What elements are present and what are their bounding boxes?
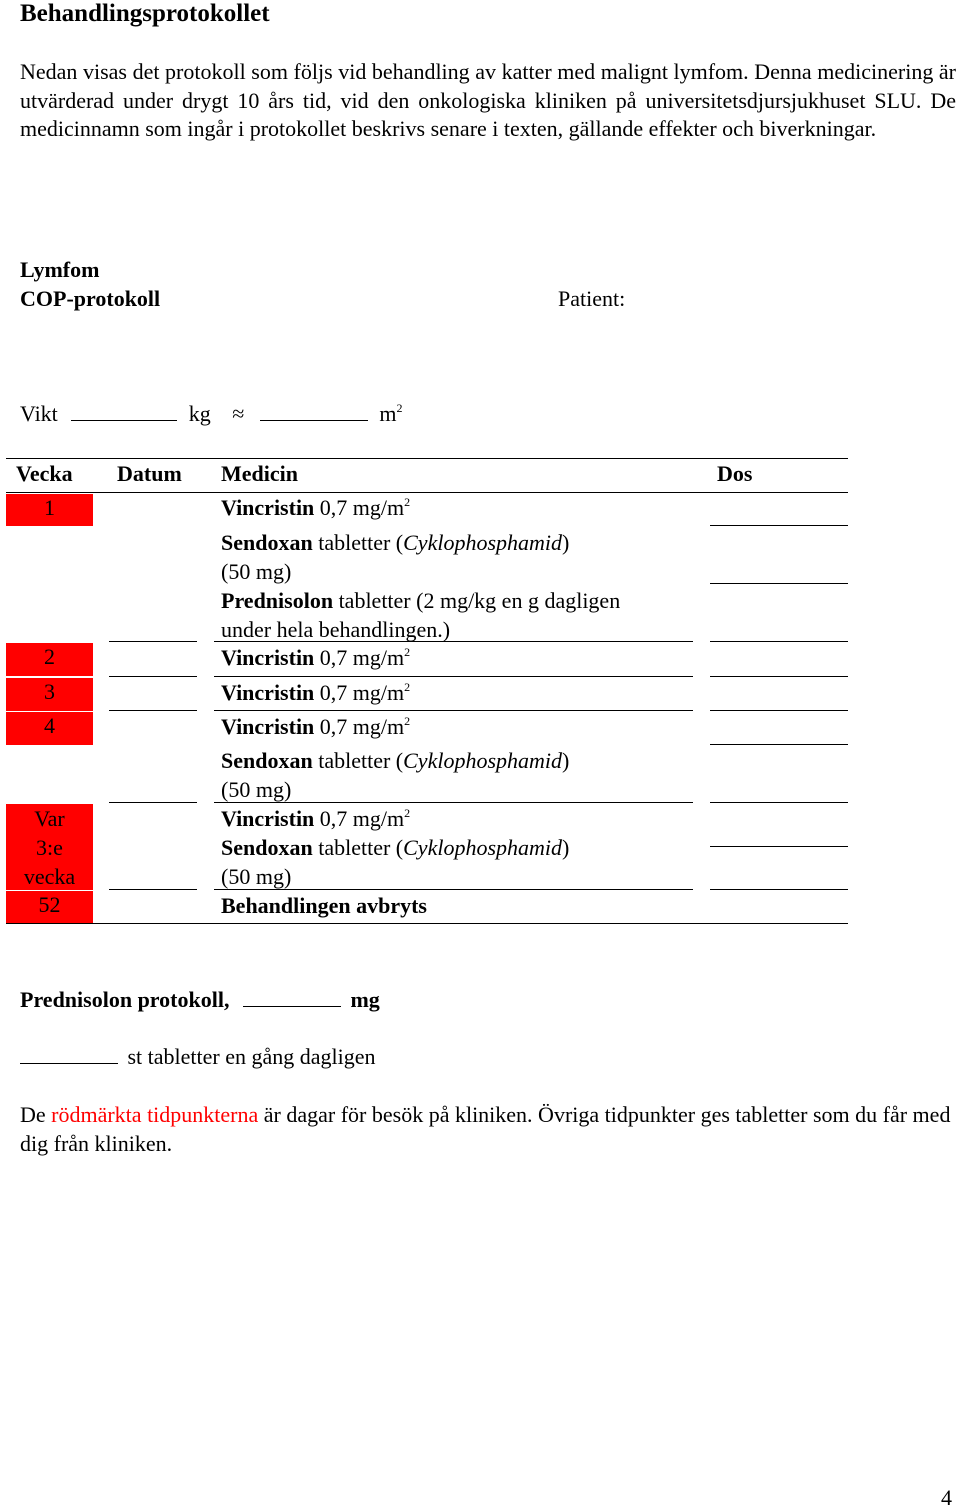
- date-blank[interactable]: [109, 641, 197, 642]
- header-dos: Dos: [717, 461, 753, 486]
- medicine-prednisolon-cont: under hela behandlingen.): [221, 617, 451, 642]
- row-rule: [214, 676, 693, 677]
- table-header-rule: [6, 492, 848, 493]
- dose-blank[interactable]: [710, 846, 848, 847]
- weight-blank[interactable]: [71, 420, 177, 421]
- date-blank[interactable]: [109, 802, 197, 803]
- prednisolon-protocol-line: Prednisolon protokoll, mg: [20, 987, 380, 1012]
- dose-blank[interactable]: [710, 525, 848, 526]
- row-rule: [214, 641, 693, 642]
- treatment-end: Behandlingen avbryts: [221, 893, 427, 918]
- row-rule: [214, 710, 693, 711]
- medicine-vincristin: Vincristin 0,7 $mg/m^2$: [221, 714, 411, 739]
- approx-icon: ≈: [232, 401, 245, 426]
- week-number: 52: [38, 892, 61, 917]
- m2-label: $m^2$: [379, 401, 403, 426]
- page-number: 4: [941, 1485, 952, 1510]
- week-number: 2: [44, 644, 55, 669]
- dose-blank[interactable]: [710, 710, 848, 711]
- row-rule: [214, 802, 693, 803]
- medicine-vincristin: Vincristin 0,7 $mg/m^2$: [221, 495, 411, 520]
- area-blank[interactable]: [260, 420, 368, 421]
- medicine-sendoxan: Sendoxan tabletter (Cyklophosphamid): [221, 530, 570, 555]
- date-blank[interactable]: [109, 676, 197, 677]
- header-medicin: Medicin: [221, 461, 298, 486]
- dose-blank[interactable]: [710, 583, 848, 584]
- red-marked-text: rödmärkta tidpunkterna: [51, 1102, 259, 1127]
- dose-blank[interactable]: [710, 802, 848, 803]
- medicine-sendoxan: Sendoxan tabletter (Cyklophosphamid): [221, 835, 570, 860]
- week-number: 4: [44, 713, 55, 738]
- dose-blank[interactable]: [710, 676, 848, 677]
- dose-blank[interactable]: [710, 889, 848, 890]
- header-datum: Datum: [117, 461, 182, 486]
- tablets-blank[interactable]: [20, 1063, 118, 1064]
- medicine-vincristin: Vincristin 0,7 $mg/m^2$: [221, 680, 411, 705]
- footer-note: De rödmärkta tidpunkterna är dagar för besök på kliniken. Övriga tidpunkter ges tabletter som du får med dig från kliniken.: [20, 1102, 951, 1156]
- medicine-vincristin: Vincristin 0,7 $mg/m^2$: [221, 645, 411, 670]
- weight-line: [20, 401, 403, 427]
- intro-paragraph: Nedan visas det protokoll som följs vid behandling av katter med malignt lymfom. Denna medicinering är utvärderad under drygt 10 års tid, vid den onkologiska kliniken på universitetsdjursjukhuset SLU. De medicinnamn som ingår i protokollet beskrivs senare i texten, gällande effekter och biverkningar.: [20, 59, 956, 141]
- header-vecka: Vecka: [16, 461, 73, 486]
- tablets-line: st tabletter en gång dagligen: [20, 1044, 376, 1070]
- week-every-third: Var 3:e vecka: [23, 806, 76, 889]
- medicine-dose-50: (50 mg): [221, 777, 292, 802]
- week-number: 3: [44, 679, 55, 704]
- date-blank[interactable]: [109, 710, 197, 711]
- protocol-title-cop: COP-protokoll: [20, 286, 161, 311]
- dose-blank[interactable]: [710, 641, 848, 642]
- medicine-sendoxan: Sendoxan tabletter (Cyklophosphamid): [221, 748, 570, 773]
- patient-label: Patient:: [558, 286, 626, 311]
- dose-blank[interactable]: [710, 744, 848, 745]
- medicine-dose-50: (50 mg): [221, 559, 292, 584]
- week-number: 1: [44, 495, 55, 520]
- vikt-label: Vikt: [20, 401, 58, 426]
- medicine-vincristin: Vincristin 0,7 $mg/m^2$: [221, 806, 411, 831]
- kg-label: kg: [188, 401, 211, 426]
- protocol-title-lymfom: Lymfom: [20, 257, 100, 282]
- table-top-rule: [6, 458, 848, 459]
- table-bottom-rule: [6, 923, 848, 924]
- page-title: Behandlingsprotokollet: [20, 0, 270, 27]
- medicine-prednisolon: Prednisolon tabletter (2 mg/kg en g dagligen: [221, 588, 621, 613]
- medicine-dose-50: (50 mg): [221, 864, 292, 889]
- date-blank[interactable]: [109, 889, 197, 890]
- row-rule: [214, 889, 693, 890]
- mg-blank[interactable]: [243, 1006, 341, 1007]
